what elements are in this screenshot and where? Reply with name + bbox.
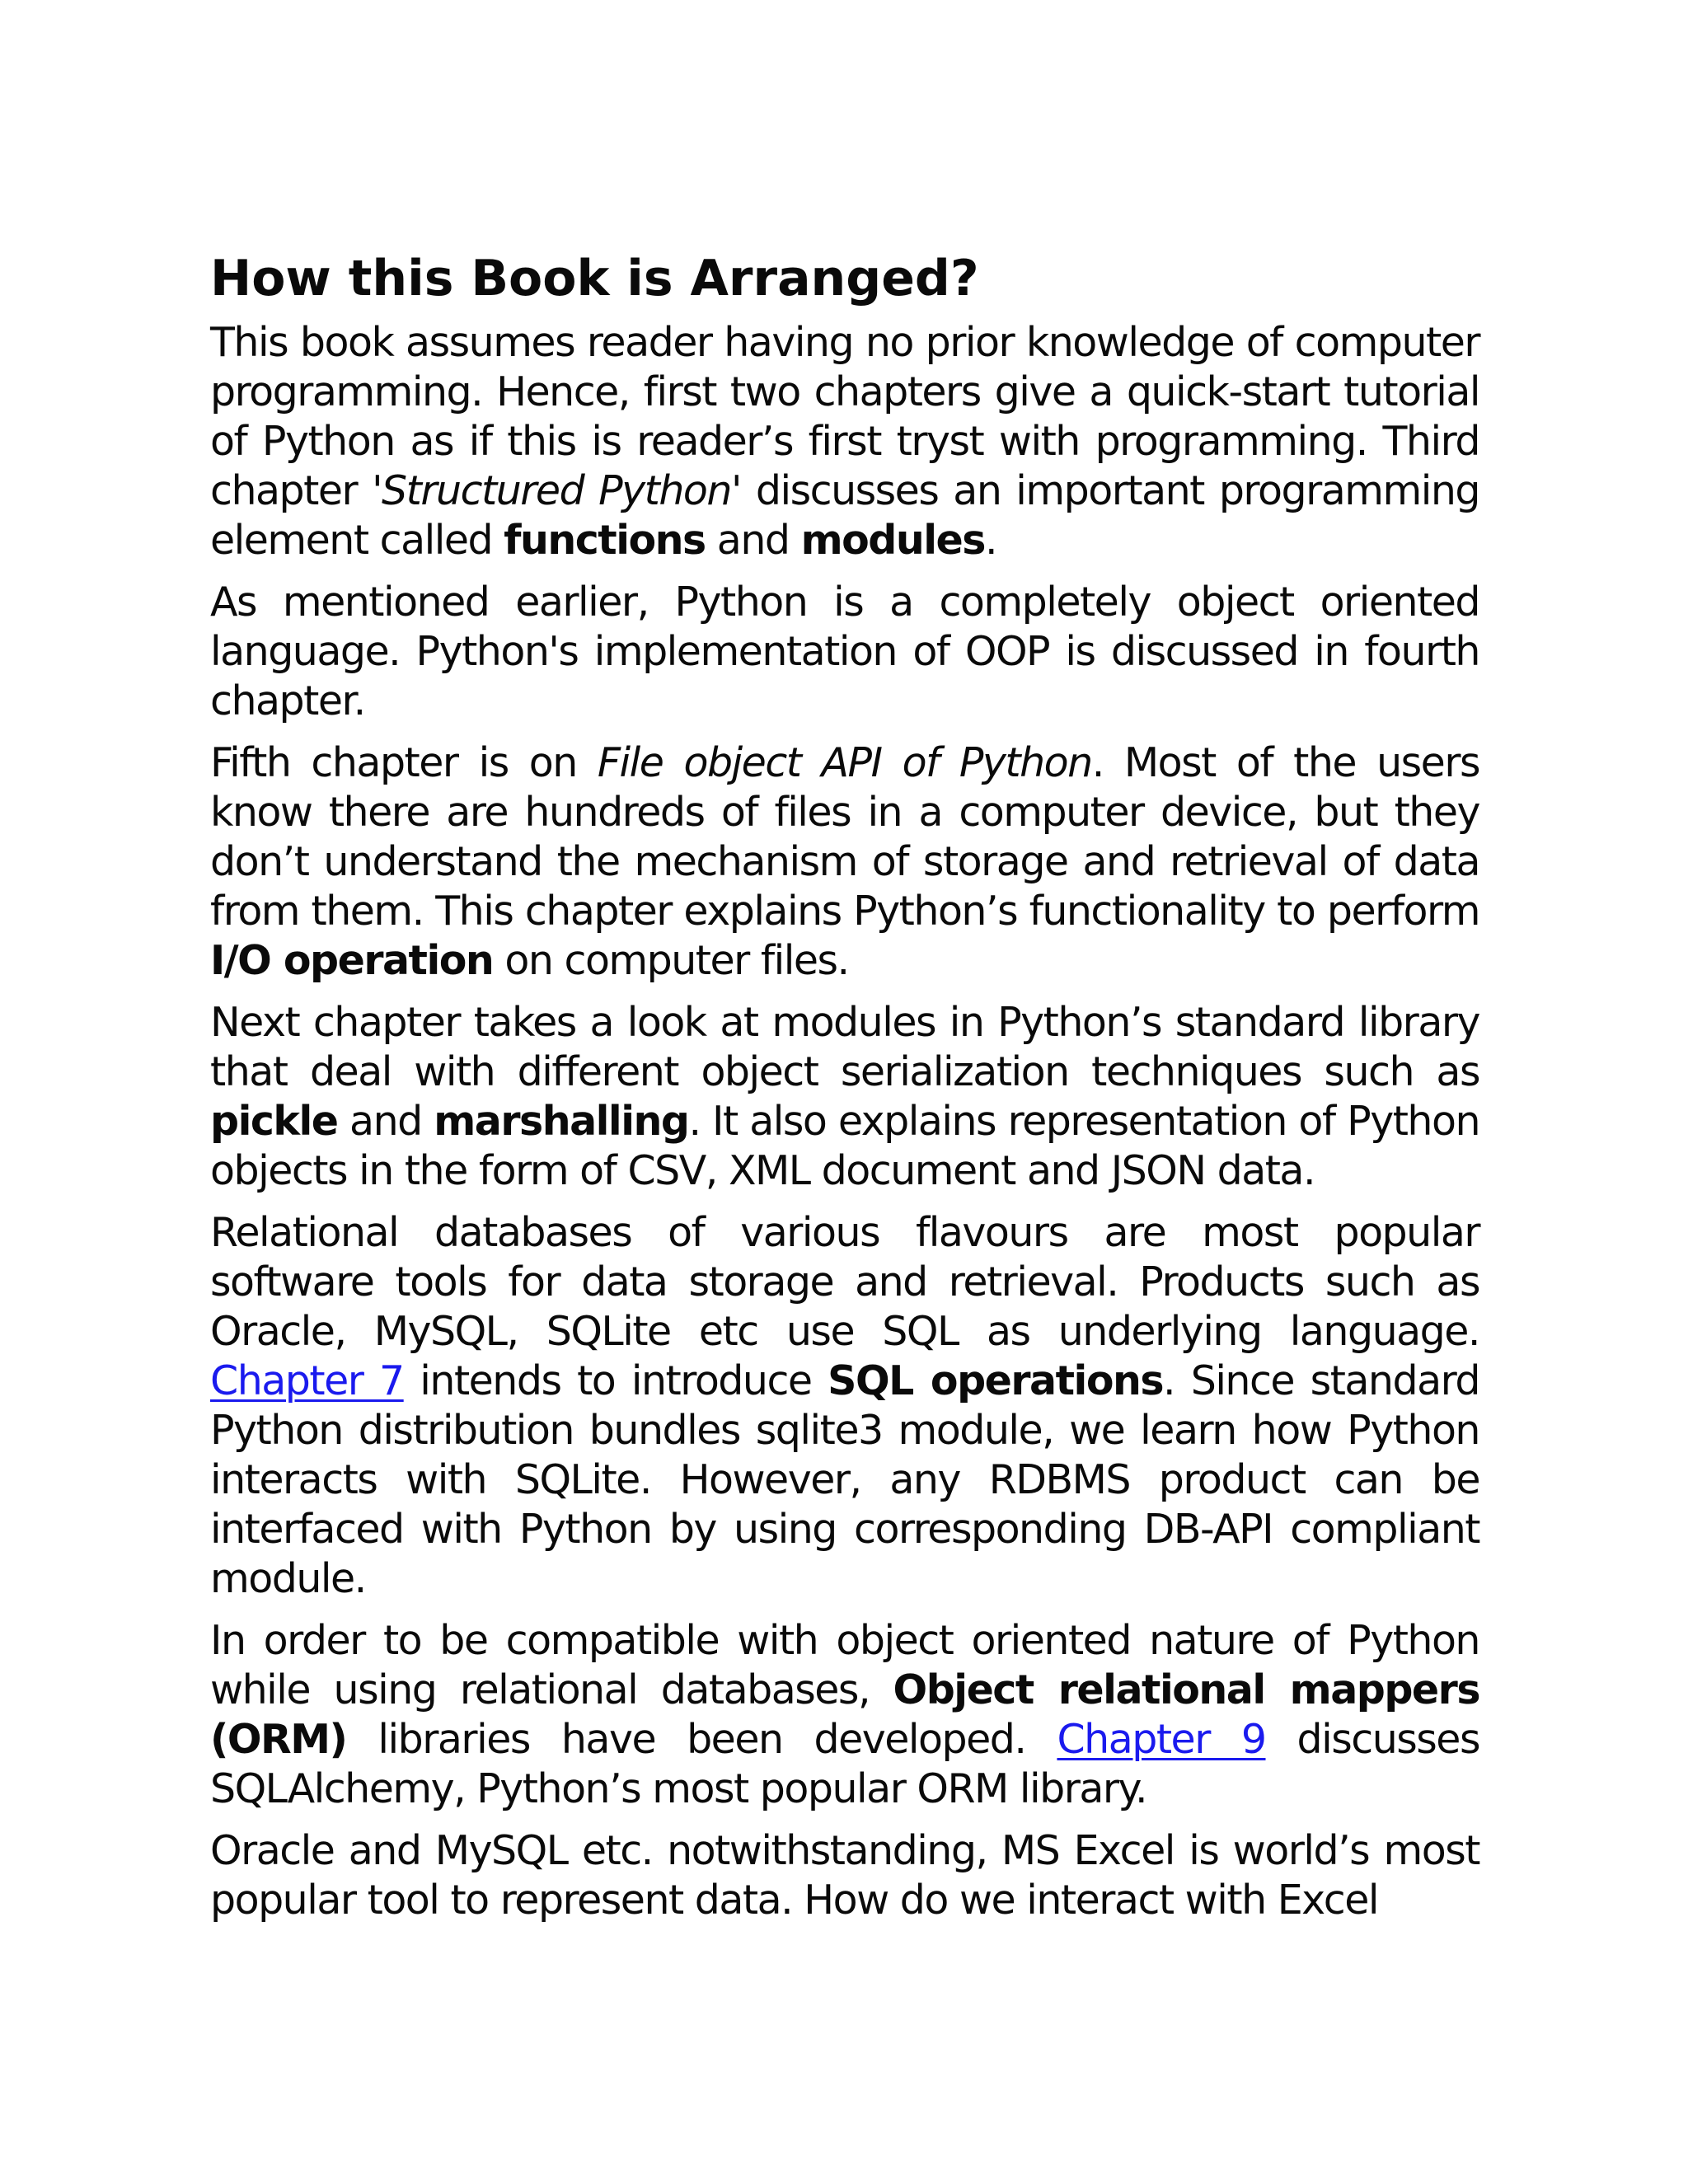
text-run: and	[705, 517, 801, 564]
text-run: ' discusses an important programming element called	[210, 467, 1479, 564]
paragraph-excel	[210, 1826, 1479, 1925]
text-run: Next chapter takes a look at modules in Python’s standard library that deal with different object serialization techniques such as	[210, 999, 1479, 1095]
text-run: Relational databases of various flavours are most popular software tools for data storage and retrieval. Products such as Oracle, MySQL, SQLite etc use SQL as underlying language.	[210, 1209, 1479, 1355]
text-run: . It also explains representation of Python objects in the form of CSV, XML document and JSON data.	[210, 1098, 1480, 1194]
text-run: Oracle and MySQL etc. notwithstanding, MS Excel is world’s most popular tool to represent data. How do we interact with Excel	[210, 1827, 1479, 1924]
italic-run: File object API of Python	[597, 739, 1092, 786]
bold-run: marshalling	[434, 1098, 689, 1145]
text-run: This book assumes reader having no prior knowledge of computer programming. Hence, first two chapters give a quick-start tutorial of Python as if this is reader’s first tryst with programming. Third chapter	[210, 319, 1479, 514]
bold-run: functions	[504, 517, 706, 564]
text-run: discusses SQLAlchemy, Python’s most popular ORM library.	[210, 1716, 1479, 1812]
document-page	[210, 247, 1479, 1938]
bold-run: pickle	[210, 1098, 338, 1145]
text-run: As mentioned earlier, Python is a completely object oriented language. Python's implementation of OOP is discussed in fourth chapter.	[210, 579, 1479, 724]
bold-run: SQL operations	[828, 1357, 1164, 1404]
bold-run: modules	[800, 517, 985, 564]
paragraph-orm	[210, 1616, 1479, 1814]
paragraph-serialization	[210, 998, 1479, 1196]
text-run: .	[984, 517, 997, 564]
italic-run: 'Structured Python	[372, 467, 731, 514]
chapter-7-link[interactable]: Chapter 7	[210, 1357, 404, 1404]
text-run: intends to introduce	[403, 1357, 828, 1404]
paragraph-databases	[210, 1208, 1479, 1604]
bold-run: Object relational mappers (ORM)	[210, 1666, 1479, 1763]
paragraph-file-api	[210, 738, 1479, 986]
bold-run: I/O operation	[210, 937, 494, 984]
text-run: . Since standard Python distribution bundles sqlite3 module, we learn how Python interacts with SQLite. However, any RDBMS product can be interfaced with Python by using corresponding DB-API compliant module.	[210, 1357, 1480, 1602]
text-run: libraries have been developed.	[346, 1716, 1057, 1763]
chapter-9-link[interactable]: Chapter 9	[1057, 1716, 1266, 1763]
text-run: . Most of the users know there are hundreds of files in a computer device, but they don’t understand the mechanism of storage and retrieval of data from them. This chapter explains Python’s functionality to perform	[210, 739, 1479, 935]
text-run: and	[337, 1098, 434, 1145]
text-run: on computer files.	[493, 937, 849, 984]
paragraph-intro	[210, 318, 1479, 565]
section-heading: How this Book is Arranged?	[210, 250, 979, 307]
paragraph-oop	[210, 578, 1479, 726]
text-run: Fifth chapter is on	[210, 739, 598, 786]
text-run: In order to be compatible with object oriented nature of Python while using relational databases,	[210, 1617, 1479, 1713]
